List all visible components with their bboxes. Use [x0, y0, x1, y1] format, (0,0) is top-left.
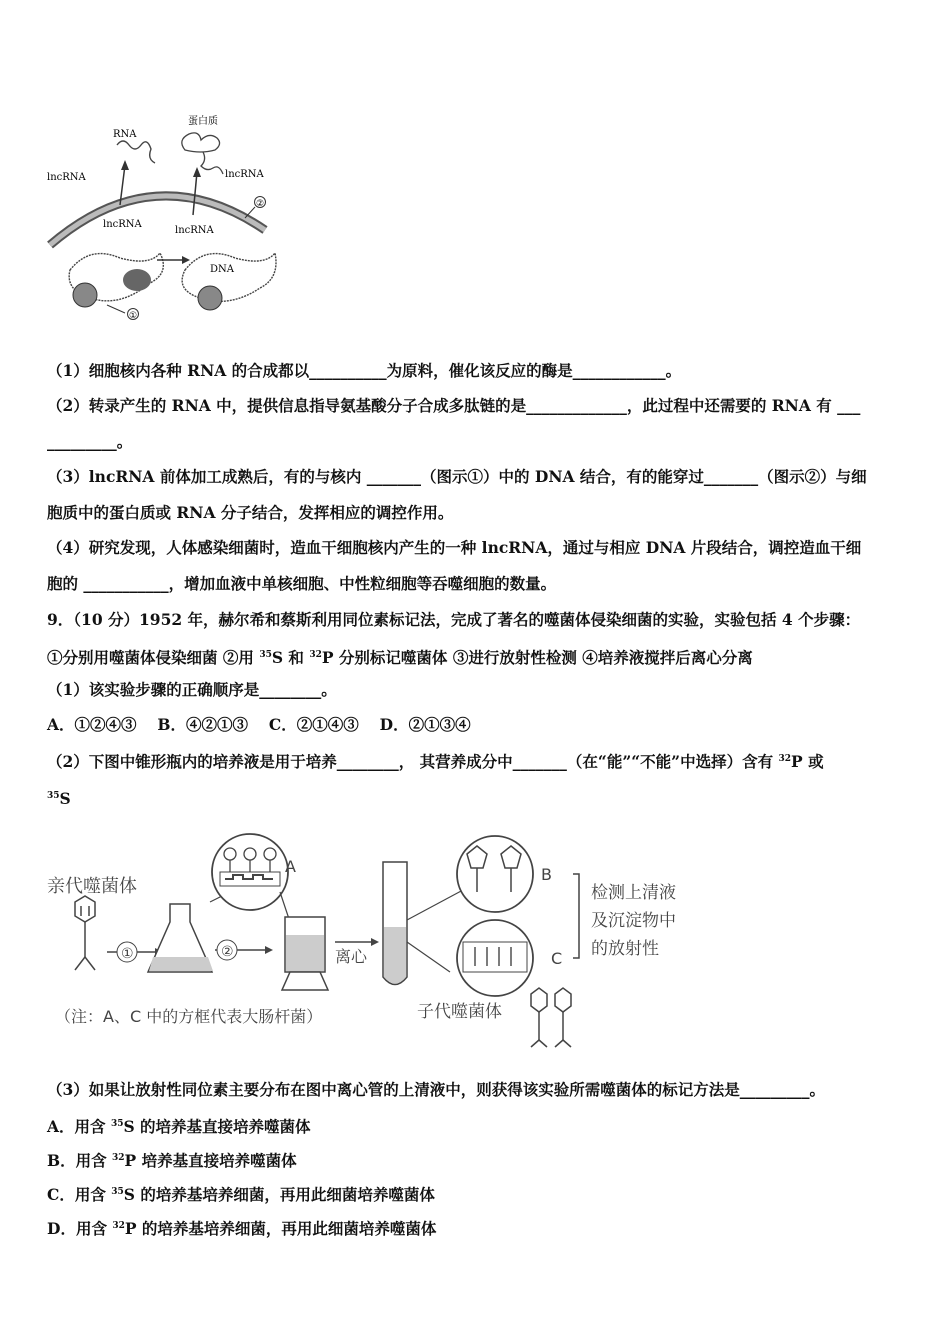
marker-1: ①	[129, 311, 138, 321]
q8-line-6: （4）研究发现，人体感染细菌时，造血干细胞核内产生的一种 lncRNA，通过与相应 DNA 片段结合，调控造血干细	[47, 538, 862, 557]
label-protein: 蛋白质	[188, 116, 218, 127]
q8-line-1: （1）细胞核内各种 RNA 的合成都以__________为原料，催化该反应的酶是____________。	[47, 361, 682, 380]
label-note: （注：A、C 中的方框代表大肠杆菌）	[55, 1007, 323, 1026]
label-detect-3: 的放射性	[591, 939, 659, 959]
q9-stem: 9．（10 分）1952 年，赫尔希和蔡斯利用同位素标记法，完成了著名的噬菌体侵染细菌的实验，实验包括 4 个步骤：	[47, 610, 861, 629]
step-2-marker: ②	[221, 944, 234, 960]
label-offspring-phage: 子代噬菌体	[417, 1002, 502, 1022]
label-b: B	[541, 865, 552, 884]
label-lncrna-left: lncRNA	[47, 172, 86, 183]
label-lncrna-center1: lncRNA	[103, 219, 142, 230]
q9-option-c: C．用含 $^{35}$S 的培养基培养细菌，再用此细菌培养噬菌体	[47, 1185, 435, 1204]
q9-part3: （3）如果让放射性同位素主要分布在图中离心管的上清液中，则获得该实验所需噬菌体的标记方法是_________。	[47, 1080, 826, 1099]
q8-line-3: _________。	[47, 432, 133, 451]
q9-part1-options: A．①②④③ B．④②①③ C．②①④③ D．②①③④	[47, 715, 471, 734]
marker-2: ②	[256, 199, 265, 209]
step-1-marker: ①	[121, 946, 134, 962]
q9-option-d: D．用含 $^{32}$P 的培养基培养细菌，再用此细菌培养噬菌体	[47, 1219, 437, 1238]
label-lncrna-right: lncRNA	[225, 169, 264, 180]
q9-option-b: B．用含 $^{32}$P 培养基直接培养噬菌体	[47, 1151, 297, 1170]
label-centrifuge: 离心	[335, 947, 368, 966]
phage-experiment-diagram	[45, 832, 705, 1050]
label-lncrna-center2: lncRNA	[175, 225, 214, 236]
label-c: C	[551, 949, 563, 968]
label-dna: DNA	[210, 264, 234, 275]
lncrna-diagram	[45, 110, 285, 325]
chromatin-right	[182, 253, 276, 301]
label-detect-1: 检测上清液	[591, 883, 676, 903]
q8-line-7: 胞的 ___________，增加血液中单核细胞、中性粒细胞等吞噬细胞的数量。	[47, 574, 557, 593]
offspring-phages	[531, 988, 571, 1047]
label-detect-2: 及沉淀物中	[591, 911, 676, 931]
protein-blob	[182, 133, 220, 152]
parent-phage	[75, 896, 95, 970]
q9-steps: ①分别用噬菌体侵染细菌 ②用 $^{35}$S 和 $^{32}$P 分别标记噬菌体 ③进行放射性检测 ④培养液搅拌后离心分离	[47, 648, 753, 667]
label-parent-phage: 亲代噬菌体	[47, 876, 137, 897]
q9-part2-cont: $^{35}$S	[47, 789, 71, 808]
label-rna: RNA	[113, 129, 137, 140]
q9-option-a: A．用含 $^{35}$S 的培养基直接培养噬菌体	[47, 1117, 311, 1136]
rna-squiggle	[117, 141, 155, 163]
q8-line-2: （2）转录产生的 RNA 中，提供信息指导氨基酸分子合成多肽链的是_____________，此过程中还需要的 RNA 有 ___	[47, 396, 861, 415]
circle-b	[457, 836, 533, 912]
q9-part2: （2）下图中锥形瓶内的培养液是用于培养________， 其营养成分中_______（在“能”“不能”中选择）含有 $^{32}$P 或	[47, 752, 824, 771]
q9-part1: （1）该实验步骤的正确顺序是________。	[47, 680, 337, 699]
q8-line-4: （3）lncRNA 前体加工成熟后，有的与核内 _______（图示①）中的 DNA 结合，有的能穿过_______（图示②）与细	[47, 467, 867, 486]
q8-line-5: 胞质中的蛋白质或 RNA 分子结合，发挥相应的调控作用。	[47, 503, 454, 522]
label-a: A	[285, 857, 296, 876]
